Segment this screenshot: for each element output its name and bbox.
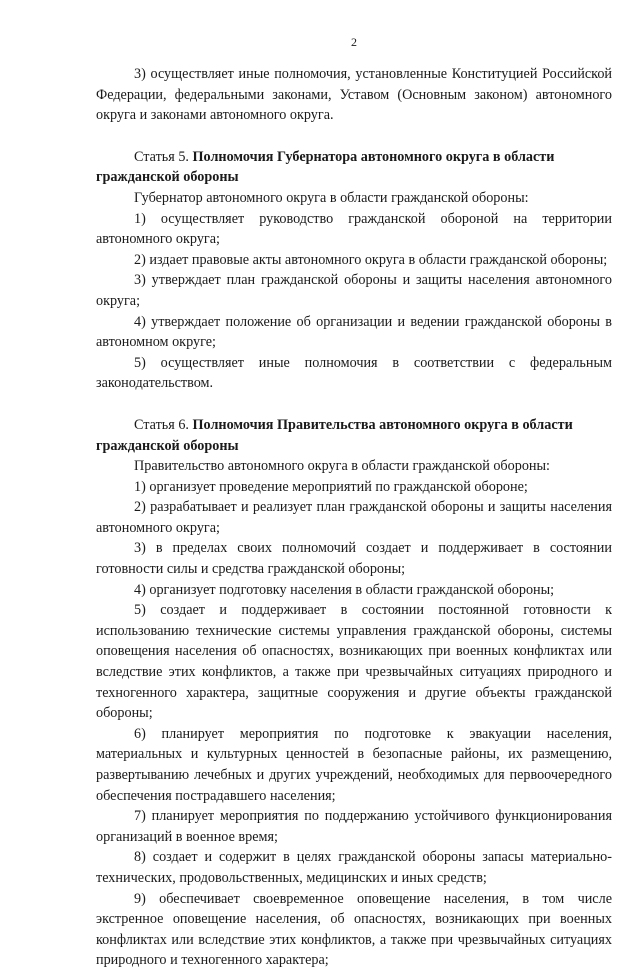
paragraph: 9) обеспечивает своевременное оповещение населения, в том числе экстренное оповещение населения, об опасностях, возникающих при военных конфликтах или вследствие этих конфликтов, а также при чрезвычайных ситуациях природного и техногенного характера; xyxy=(96,890,612,969)
paragraph: 6) планирует мероприятия по подготовке к эвакуации населения, материальных и культурных ценностей в безопасные районы, их размещению, развертыванию лечебных и других учреждений, необходимых для первоочередного обеспечения пострадавшего населения; xyxy=(96,725,612,804)
paragraph: Правительство автономного округа в области гражданской обороны: xyxy=(134,458,551,475)
article-6-heading xyxy=(96,415,612,456)
paragraph: 4) организует подготовку населения в области гражданской обороны; xyxy=(134,581,555,598)
paragraph: 3) осуществляет иные полномочия, установленные Конституцией Российской Федерации, федеральными законами, Уставом (Основным законом) автономного округа и законами автономного округа. xyxy=(96,66,612,124)
paragraph: 4) утверждает положение об организации и ведении гражданской обороны в автономном округе; xyxy=(96,313,612,351)
paragraph: 3) утверждает план гражданской обороны и защиты населения автономного округа; xyxy=(96,272,612,309)
paragraph: 5) создает и поддерживает в состоянии постоянной готовности к использованию технические системы управления гражданской обороны, системы оповещения населения об опасностях, возникающих при военных конфликтах или вследствие этих конфликтов, а также при чрезвычайных ситуациях природного и техногенного характера, защитные сооружения и другие объекты гражданской обороны; xyxy=(96,602,612,722)
article-6-title: Полномочия Правительства автономного округа в области гражданской обороны xyxy=(96,416,573,454)
paragraph: 5) осуществляет иные полномочия в соответствии с федеральным законодательством. xyxy=(96,354,612,392)
document-page xyxy=(96,34,612,971)
paragraph: 8) создает и содержит в целях гражданской обороны запасы материально-технических, продовольственных, медицинских и иных средств; xyxy=(96,849,612,886)
page-number: 2 xyxy=(351,35,357,49)
article-6-label: Статья 6. xyxy=(134,416,189,433)
paragraph: 3) в пределах своих полномочий создает и поддерживает в состоянии готовности силы и средства гражданской обороны; xyxy=(96,540,612,578)
paragraph: 1) организует проведение мероприятий по гражданской обороне; xyxy=(134,478,528,495)
paragraph: 7) планирует мероприятия по поддержанию устойчивого функционирования организаций в военное время; xyxy=(96,808,612,845)
article-5-label: Статья 5. xyxy=(134,148,189,165)
paragraph: 2) разрабатывает и реализует план гражданской обороны и защиты населения автономного округа; xyxy=(96,499,612,536)
paragraph: Губернатор автономного округа в области гражданской обороны: xyxy=(134,189,529,206)
article-5-title: Полномочия Губернатора автономного округа в области гражданской обороны xyxy=(96,148,555,186)
paragraph: 1) осуществляет руководство гражданской обороной на территории автономного округа; xyxy=(96,210,612,248)
paragraph: 2) издает правовые акты автономного округа в области гражданской обороны; xyxy=(134,251,608,268)
article-5-heading xyxy=(96,147,612,188)
